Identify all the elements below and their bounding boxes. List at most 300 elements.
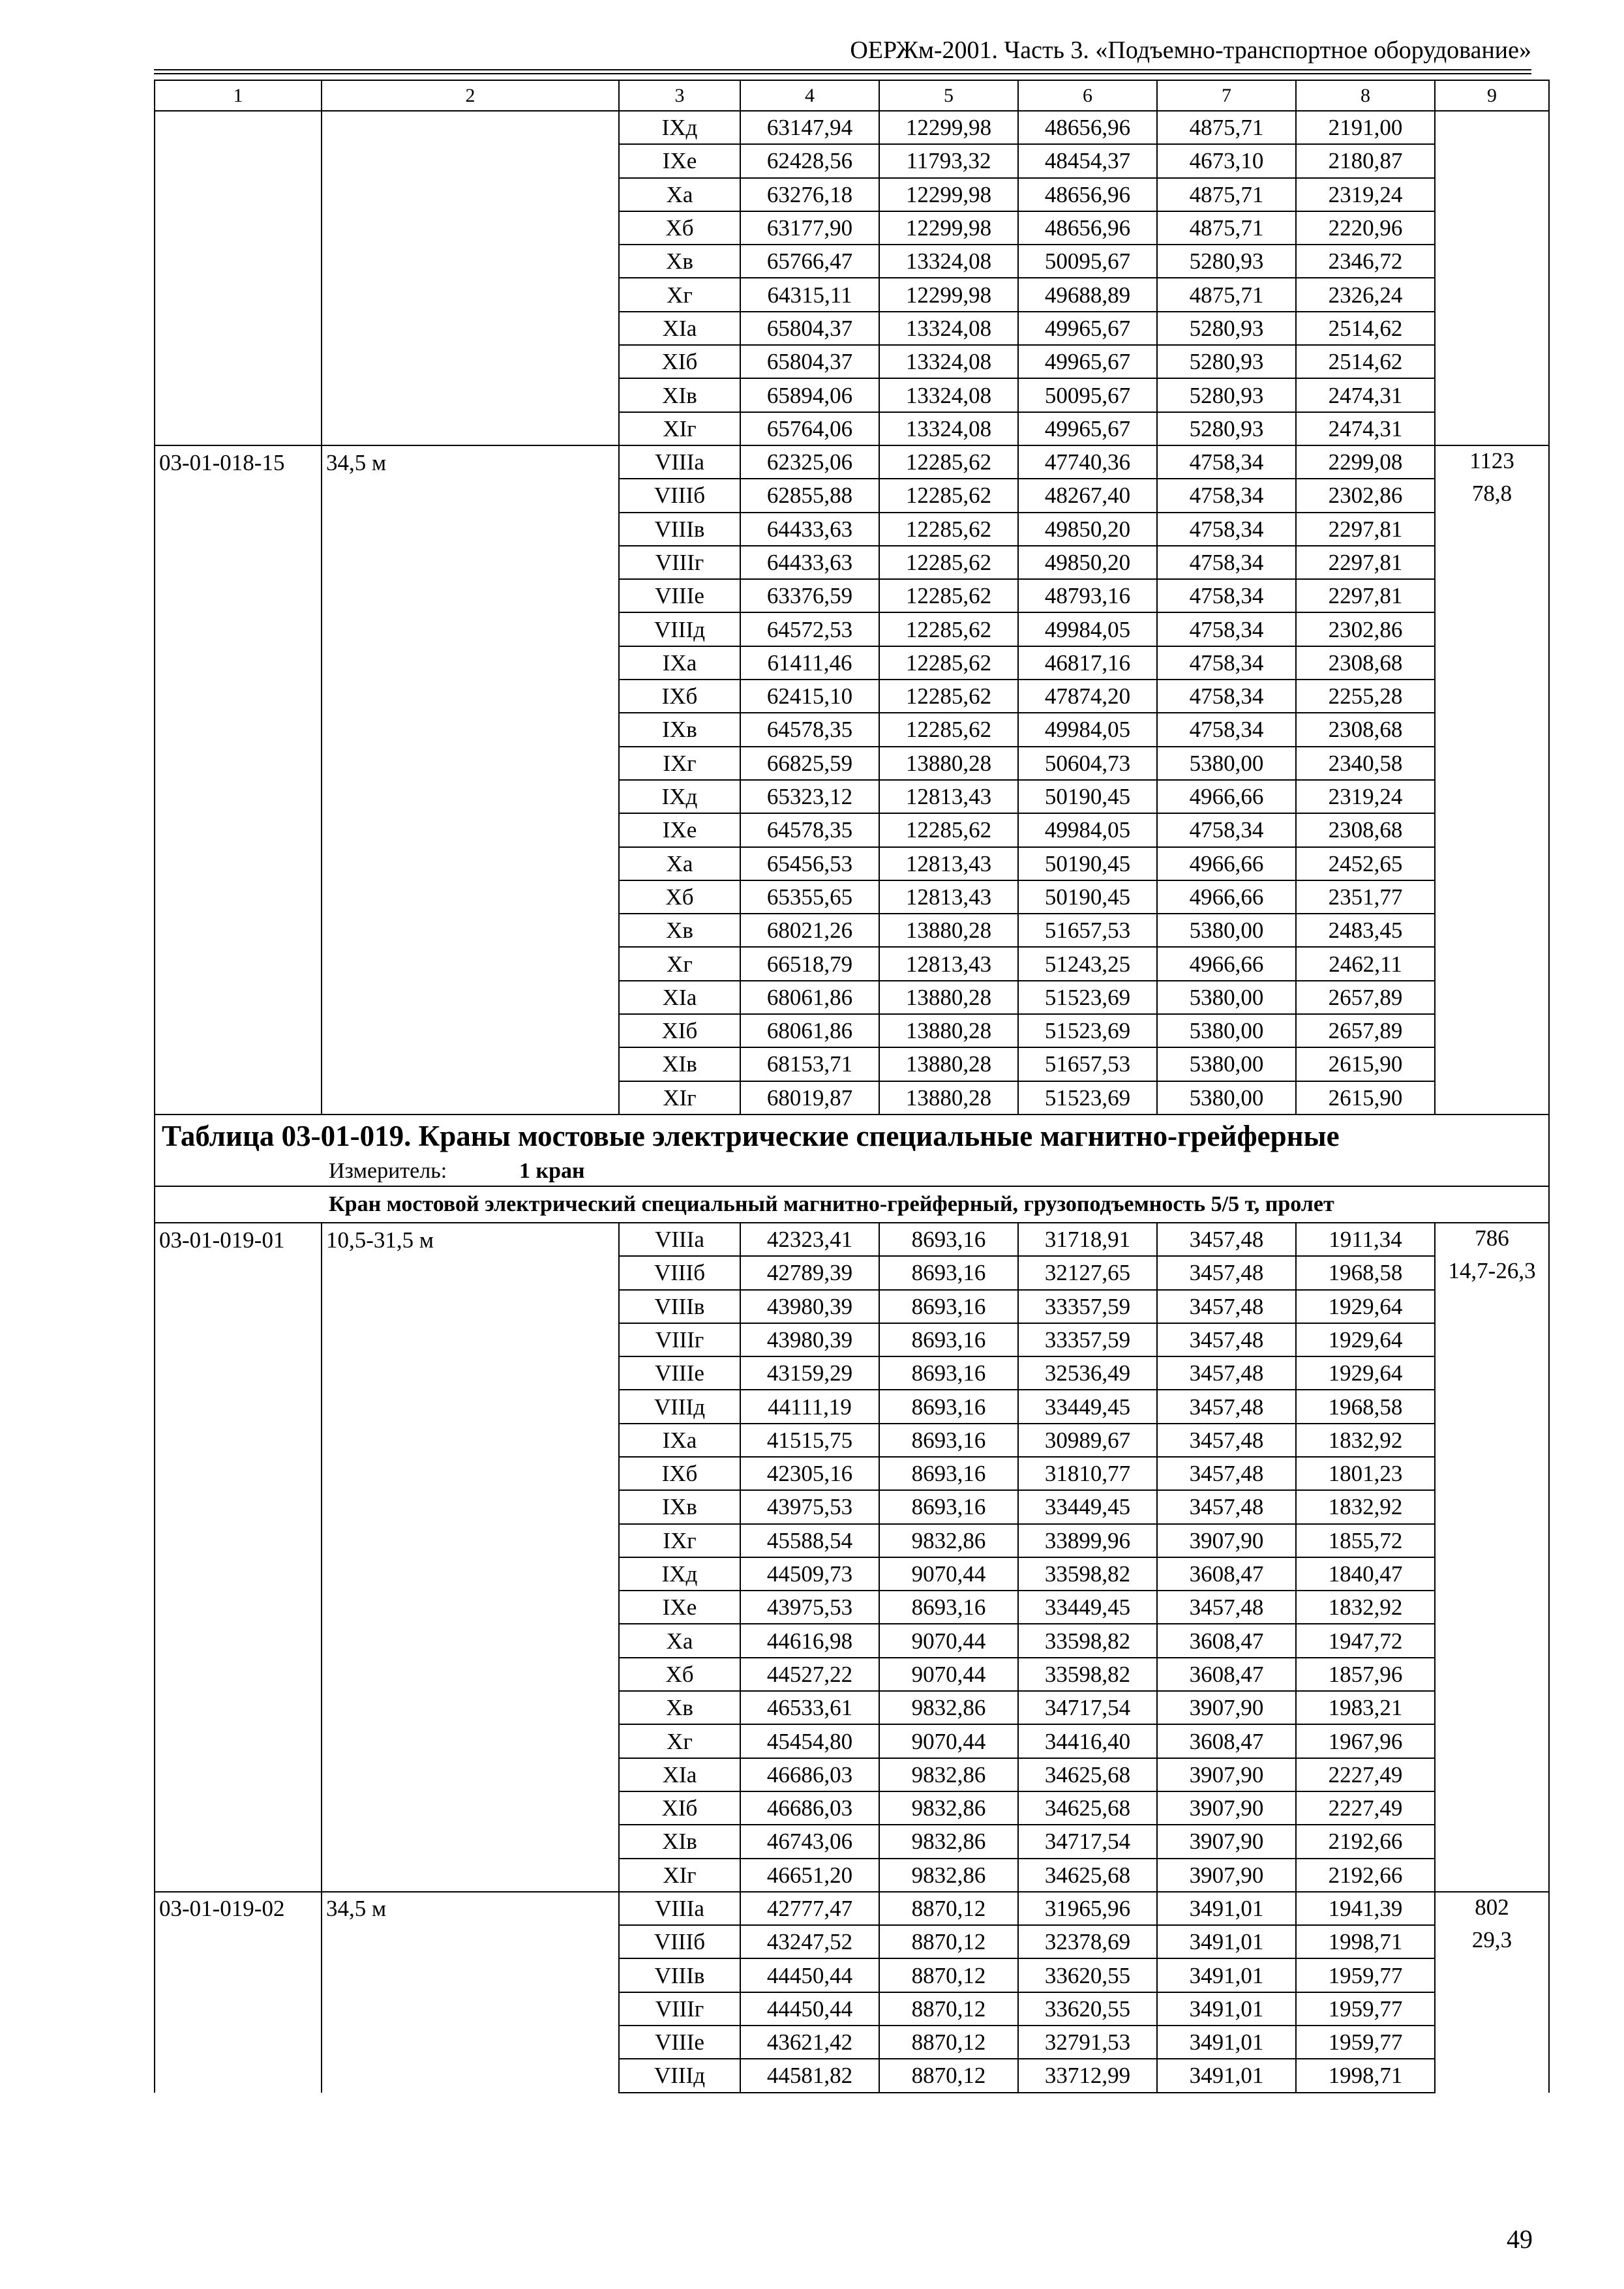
value-cell: 1947,72 — [1296, 1624, 1435, 1657]
table-019-heading — [155, 1115, 1549, 1223]
value-cell: 51657,53 — [1018, 1047, 1157, 1081]
code-cell — [155, 2059, 322, 2092]
zone-cell: VIIIв — [619, 513, 740, 546]
span-cell — [322, 579, 619, 612]
table-row — [155, 1758, 1549, 1791]
value-cell: 3457,48 — [1157, 1223, 1296, 1256]
value-cell: 68021,26 — [740, 914, 879, 947]
span-cell — [322, 1658, 619, 1691]
value-cell: 1998,71 — [1296, 1925, 1435, 1958]
col9-cell — [1435, 2026, 1549, 2059]
table-row — [155, 1791, 1549, 1825]
col9-cell: 14,7-26,3 — [1435, 1256, 1549, 1289]
table-row — [155, 513, 1549, 546]
code-cell — [155, 111, 322, 144]
value-cell: 9832,86 — [879, 1791, 1018, 1825]
code-cell — [155, 1457, 322, 1490]
table-body-lower — [155, 1223, 1549, 2093]
column-number: 1 — [155, 80, 322, 111]
value-cell: 2483,45 — [1296, 914, 1435, 947]
table-row — [155, 211, 1549, 245]
zone-cell: VIIIе — [619, 1356, 740, 1390]
value-cell: 3491,01 — [1157, 2059, 1296, 2092]
span-cell — [322, 1256, 619, 1289]
value-cell: 1959,77 — [1296, 2026, 1435, 2059]
value-cell: 46817,16 — [1018, 646, 1157, 680]
value-cell: 43975,53 — [740, 1591, 879, 1624]
table-row — [155, 914, 1549, 947]
value-cell: 31718,91 — [1018, 1223, 1157, 1256]
table-row — [155, 1524, 1549, 1557]
code-cell — [155, 345, 322, 378]
span-cell — [322, 914, 619, 947]
value-cell: 51243,25 — [1018, 947, 1157, 980]
col9-cell — [1435, 513, 1549, 546]
zone-cell: XIг — [619, 1081, 740, 1115]
code-cell — [155, 1992, 322, 2026]
value-cell: 9832,86 — [879, 1859, 1018, 1892]
value-cell: 1801,23 — [1296, 1457, 1435, 1490]
span-cell — [322, 513, 619, 546]
code-cell — [155, 1859, 322, 1892]
code-cell — [155, 646, 322, 680]
zone-cell: XIа — [619, 981, 740, 1014]
table-row — [155, 412, 1549, 445]
code-cell: 03-01-019-01 — [155, 1223, 322, 1256]
table-row — [155, 1424, 1549, 1457]
table-row — [155, 1356, 1549, 1390]
value-cell: 13324,08 — [879, 312, 1018, 345]
table-row — [155, 178, 1549, 211]
table-row — [155, 546, 1549, 579]
table-row — [155, 144, 1549, 177]
value-cell: 2615,90 — [1296, 1047, 1435, 1081]
table-row — [155, 1691, 1549, 1724]
value-cell: 12285,62 — [879, 813, 1018, 846]
value-cell: 51523,69 — [1018, 981, 1157, 1014]
value-cell: 5380,00 — [1157, 914, 1296, 947]
value-cell: 4673,10 — [1157, 144, 1296, 177]
table-row — [155, 1892, 1549, 1925]
value-cell: 1857,96 — [1296, 1658, 1435, 1691]
value-cell: 2657,89 — [1296, 981, 1435, 1014]
span-cell — [322, 1424, 619, 1457]
value-cell: 4758,34 — [1157, 680, 1296, 713]
table-row — [155, 1490, 1549, 1523]
value-cell: 4966,66 — [1157, 780, 1296, 813]
value-cell: 32127,65 — [1018, 1256, 1157, 1289]
column-number: 2 — [322, 80, 619, 111]
value-cell: 65323,12 — [740, 780, 879, 813]
value-cell: 3457,48 — [1157, 1256, 1296, 1289]
zone-cell: IXд — [619, 780, 740, 813]
value-cell: 12285,62 — [879, 680, 1018, 713]
zone-cell: VIIIв — [619, 1290, 740, 1323]
value-cell: 49965,67 — [1018, 412, 1157, 445]
value-cell: 1959,77 — [1296, 1992, 1435, 2026]
value-cell: 50190,45 — [1018, 847, 1157, 880]
code-cell — [155, 612, 322, 646]
value-cell: 47874,20 — [1018, 680, 1157, 713]
span-cell — [322, 1557, 619, 1591]
code-cell — [155, 1691, 322, 1724]
value-cell: 68061,86 — [740, 1014, 879, 1047]
value-cell: 1855,72 — [1296, 1524, 1435, 1557]
table-row — [155, 579, 1549, 612]
col9-cell: 802 — [1435, 1892, 1549, 1925]
table-row — [155, 646, 1549, 680]
value-cell: 34717,54 — [1018, 1691, 1157, 1724]
col9-cell — [1435, 1356, 1549, 1390]
value-cell: 4875,71 — [1157, 211, 1296, 245]
zone-cell: VIIIа — [619, 1892, 740, 1925]
value-cell: 49850,20 — [1018, 513, 1157, 546]
value-cell: 8693,16 — [879, 1223, 1018, 1256]
value-cell: 13880,28 — [879, 747, 1018, 780]
value-cell: 1983,21 — [1296, 1691, 1435, 1724]
col9-cell — [1435, 378, 1549, 411]
value-cell: 46686,03 — [740, 1758, 879, 1791]
value-cell: 9832,86 — [879, 1758, 1018, 1791]
span-cell — [322, 813, 619, 846]
code-cell — [155, 880, 322, 914]
value-cell: 1832,92 — [1296, 1424, 1435, 1457]
value-cell: 13324,08 — [879, 245, 1018, 278]
value-cell: 8693,16 — [879, 1490, 1018, 1523]
value-cell: 65764,06 — [740, 412, 879, 445]
value-cell: 44450,44 — [740, 1992, 879, 2026]
value-cell: 2297,81 — [1296, 546, 1435, 579]
table-row — [155, 111, 1549, 144]
value-cell: 4875,71 — [1157, 178, 1296, 211]
code-cell — [155, 1724, 322, 1758]
zone-cell: VIIIб — [619, 1256, 740, 1289]
col9-cell — [1435, 144, 1549, 177]
code-cell — [155, 847, 322, 880]
value-cell: 12299,98 — [879, 111, 1018, 144]
table-row — [155, 680, 1549, 713]
value-cell: 5380,00 — [1157, 1047, 1296, 1081]
value-cell: 4758,34 — [1157, 646, 1296, 680]
code-cell — [155, 1591, 322, 1624]
value-cell: 34625,68 — [1018, 1859, 1157, 1892]
value-cell: 2220,96 — [1296, 211, 1435, 245]
value-cell: 48656,96 — [1018, 178, 1157, 211]
value-cell: 2308,68 — [1296, 813, 1435, 846]
value-cell: 4758,34 — [1157, 612, 1296, 646]
table-row — [155, 1047, 1549, 1081]
code-cell — [155, 412, 322, 445]
value-cell: 1929,64 — [1296, 1323, 1435, 1356]
value-cell: 4966,66 — [1157, 880, 1296, 914]
zone-cell: Xа — [619, 178, 740, 211]
col9-cell — [1435, 747, 1549, 780]
value-cell: 31965,96 — [1018, 1892, 1157, 1925]
value-cell: 63276,18 — [740, 178, 879, 211]
zone-cell: Xг — [619, 947, 740, 980]
value-cell: 4758,34 — [1157, 479, 1296, 512]
value-cell: 5380,00 — [1157, 981, 1296, 1014]
code-cell — [155, 1825, 322, 1858]
column-number: 6 — [1018, 80, 1157, 111]
span-cell — [322, 345, 619, 378]
table-row — [155, 813, 1549, 846]
value-cell: 1832,92 — [1296, 1591, 1435, 1624]
value-cell: 32536,49 — [1018, 1356, 1157, 1390]
value-cell: 3907,90 — [1157, 1691, 1296, 1724]
value-cell: 64572,53 — [740, 612, 879, 646]
value-cell: 50095,67 — [1018, 245, 1157, 278]
value-cell: 43980,39 — [740, 1323, 879, 1356]
value-cell: 3907,90 — [1157, 1524, 1296, 1557]
value-cell: 34625,68 — [1018, 1758, 1157, 1791]
value-cell: 43247,52 — [740, 1925, 879, 1958]
value-cell: 4758,34 — [1157, 579, 1296, 612]
table-row — [155, 1624, 1549, 1657]
value-cell: 63147,94 — [740, 111, 879, 144]
value-cell: 33899,96 — [1018, 1524, 1157, 1557]
value-cell: 2192,66 — [1296, 1825, 1435, 1858]
table-row — [155, 1457, 1549, 1490]
table-row — [155, 378, 1549, 411]
code-cell — [155, 680, 322, 713]
zone-cell: IXв — [619, 1490, 740, 1523]
table-title: Таблица 03-01-019. Краны мостовые электрические специальные магнитно-грейферные — [155, 1115, 1549, 1157]
value-cell: 41515,75 — [740, 1424, 879, 1457]
column-number: 3 — [619, 80, 740, 111]
value-cell: 8870,12 — [879, 1925, 1018, 1958]
zone-cell: IXа — [619, 1424, 740, 1457]
span-cell — [322, 1047, 619, 1081]
table-row — [155, 1014, 1549, 1047]
value-cell: 5280,93 — [1157, 378, 1296, 411]
col9-cell — [1435, 947, 1549, 980]
col9-cell — [1435, 1081, 1549, 1115]
value-cell: 4758,34 — [1157, 713, 1296, 746]
value-cell: 33620,55 — [1018, 1958, 1157, 1992]
value-cell: 12299,98 — [879, 211, 1018, 245]
value-cell: 33449,45 — [1018, 1591, 1157, 1624]
value-cell: 8693,16 — [879, 1424, 1018, 1457]
value-cell: 51657,53 — [1018, 914, 1157, 947]
column-number: 8 — [1296, 80, 1435, 111]
zone-cell: IXб — [619, 1457, 740, 1490]
value-cell: 3907,90 — [1157, 1758, 1296, 1791]
table-row — [155, 1081, 1549, 1115]
code-cell — [155, 747, 322, 780]
span-cell — [322, 847, 619, 880]
table-row — [155, 1591, 1549, 1624]
col9-cell — [1435, 546, 1549, 579]
zone-cell: VIIIд — [619, 1390, 740, 1423]
col9-cell — [1435, 813, 1549, 846]
value-cell: 33620,55 — [1018, 1992, 1157, 2026]
col9-cell — [1435, 1290, 1549, 1323]
value-cell: 12285,62 — [879, 646, 1018, 680]
value-cell: 33598,82 — [1018, 1658, 1157, 1691]
span-cell — [322, 2026, 619, 2059]
value-cell: 1998,71 — [1296, 2059, 1435, 2092]
col9-cell — [1435, 612, 1549, 646]
span-cell — [322, 1290, 619, 1323]
value-cell: 3608,47 — [1157, 1724, 1296, 1758]
code-cell — [155, 713, 322, 746]
value-cell: 8870,12 — [879, 2059, 1018, 2092]
value-cell: 42777,47 — [740, 1892, 879, 1925]
value-cell: 3491,01 — [1157, 1958, 1296, 1992]
value-cell: 2302,86 — [1296, 479, 1435, 512]
value-cell: 2319,24 — [1296, 178, 1435, 211]
value-cell: 2299,08 — [1296, 445, 1435, 479]
value-cell: 2227,49 — [1296, 1791, 1435, 1825]
col9-cell: 29,3 — [1435, 1925, 1549, 1958]
code-cell — [155, 1557, 322, 1591]
col9-cell — [1435, 345, 1549, 378]
value-cell: 1840,47 — [1296, 1557, 1435, 1591]
value-cell: 8693,16 — [879, 1356, 1018, 1390]
value-cell: 64433,63 — [740, 546, 879, 579]
value-cell: 33449,45 — [1018, 1490, 1157, 1523]
zone-cell: VIIIа — [619, 1223, 740, 1256]
value-cell: 13880,28 — [879, 981, 1018, 1014]
value-cell: 2255,28 — [1296, 680, 1435, 713]
value-cell: 1929,64 — [1296, 1356, 1435, 1390]
value-cell: 3608,47 — [1157, 1557, 1296, 1591]
table-row — [155, 2026, 1549, 2059]
value-cell: 49850,20 — [1018, 546, 1157, 579]
running-header: ОЕРЖм-2001. Часть 3. «Подъемно-транспортное оборудование» — [850, 37, 1531, 64]
value-cell: 9070,44 — [879, 1658, 1018, 1691]
value-cell: 3457,48 — [1157, 1490, 1296, 1523]
table-row — [155, 445, 1549, 479]
span-cell — [322, 1825, 619, 1858]
code-cell — [155, 278, 322, 311]
code-cell — [155, 914, 322, 947]
zone-cell: VIIIг — [619, 1323, 740, 1356]
value-cell: 62415,10 — [740, 680, 879, 713]
table-row — [155, 612, 1549, 646]
value-cell: 8870,12 — [879, 1992, 1018, 2026]
value-cell: 30989,67 — [1018, 1424, 1157, 1457]
value-cell: 12299,98 — [879, 178, 1018, 211]
value-cell: 3491,01 — [1157, 1992, 1296, 2026]
value-cell: 34717,54 — [1018, 1825, 1157, 1858]
value-cell: 3608,47 — [1157, 1624, 1296, 1657]
value-cell: 32791,53 — [1018, 2026, 1157, 2059]
col9-cell — [1435, 1591, 1549, 1624]
value-cell: 3457,48 — [1157, 1290, 1296, 1323]
col9-cell — [1435, 914, 1549, 947]
code-cell — [155, 1524, 322, 1557]
code-cell — [155, 1390, 322, 1423]
table-row — [155, 1658, 1549, 1691]
value-cell: 44509,73 — [740, 1557, 879, 1591]
zone-cell: IXб — [619, 680, 740, 713]
value-cell: 65894,06 — [740, 378, 879, 411]
value-cell: 33357,59 — [1018, 1290, 1157, 1323]
value-cell: 3457,48 — [1157, 1457, 1296, 1490]
zone-cell: Xв — [619, 1691, 740, 1724]
zone-cell: XIв — [619, 378, 740, 411]
table-row — [155, 245, 1549, 278]
value-cell: 48454,37 — [1018, 144, 1157, 177]
span-cell — [322, 646, 619, 680]
price-table — [154, 80, 1550, 2093]
col9-cell — [1435, 579, 1549, 612]
col9-cell — [1435, 646, 1549, 680]
col9-cell — [1435, 1014, 1549, 1047]
col9-cell — [1435, 880, 1549, 914]
col9-cell — [1435, 847, 1549, 880]
span-cell — [322, 178, 619, 211]
column-number-row — [155, 80, 1549, 111]
value-cell: 65355,65 — [740, 880, 879, 914]
zone-cell: XIв — [619, 1825, 740, 1858]
span-cell — [322, 546, 619, 579]
code-cell — [155, 378, 322, 411]
value-cell: 33598,82 — [1018, 1557, 1157, 1591]
value-cell: 3907,90 — [1157, 1859, 1296, 1892]
value-cell: 13324,08 — [879, 412, 1018, 445]
table-row — [155, 1390, 1549, 1423]
value-cell: 4758,34 — [1157, 546, 1296, 579]
span-cell — [322, 1724, 619, 1758]
value-cell: 48656,96 — [1018, 211, 1157, 245]
value-cell: 2180,87 — [1296, 144, 1435, 177]
value-cell: 2302,86 — [1296, 612, 1435, 646]
span-cell — [322, 1691, 619, 1724]
zone-cell: VIIIб — [619, 1925, 740, 1958]
value-cell: 2326,24 — [1296, 278, 1435, 311]
value-cell: 50095,67 — [1018, 378, 1157, 411]
col9-cell: 786 — [1435, 1223, 1549, 1256]
value-cell: 13880,28 — [879, 1081, 1018, 1115]
span-cell — [322, 1081, 619, 1115]
value-cell: 9070,44 — [879, 1557, 1018, 1591]
zone-cell: XIб — [619, 345, 740, 378]
value-cell: 8870,12 — [879, 1958, 1018, 1992]
value-cell: 5280,93 — [1157, 345, 1296, 378]
value-cell: 2657,89 — [1296, 1014, 1435, 1047]
table-row — [155, 1223, 1549, 1256]
span-cell — [322, 1457, 619, 1490]
span-cell — [322, 1958, 619, 1992]
value-cell: 8693,16 — [879, 1323, 1018, 1356]
span-cell — [322, 1791, 619, 1825]
value-cell: 43980,39 — [740, 1290, 879, 1323]
code-cell — [155, 579, 322, 612]
value-cell: 3457,48 — [1157, 1390, 1296, 1423]
value-cell: 1968,58 — [1296, 1256, 1435, 1289]
value-cell: 48267,40 — [1018, 479, 1157, 512]
table-row — [155, 278, 1549, 311]
value-cell: 2319,24 — [1296, 780, 1435, 813]
zone-cell: Xб — [619, 1658, 740, 1691]
zone-cell: Xб — [619, 880, 740, 914]
zone-cell: Xа — [619, 847, 740, 880]
zone-cell: IXе — [619, 144, 740, 177]
value-cell: 61411,46 — [740, 646, 879, 680]
code-cell — [155, 211, 322, 245]
value-cell: 2297,81 — [1296, 579, 1435, 612]
span-cell — [322, 378, 619, 411]
value-cell: 4875,71 — [1157, 111, 1296, 144]
value-cell: 12285,62 — [879, 445, 1018, 479]
value-cell: 3457,48 — [1157, 1424, 1296, 1457]
value-cell: 1911,34 — [1296, 1223, 1435, 1256]
zone-cell: IXд — [619, 1557, 740, 1591]
value-cell: 45454,80 — [740, 1724, 879, 1758]
